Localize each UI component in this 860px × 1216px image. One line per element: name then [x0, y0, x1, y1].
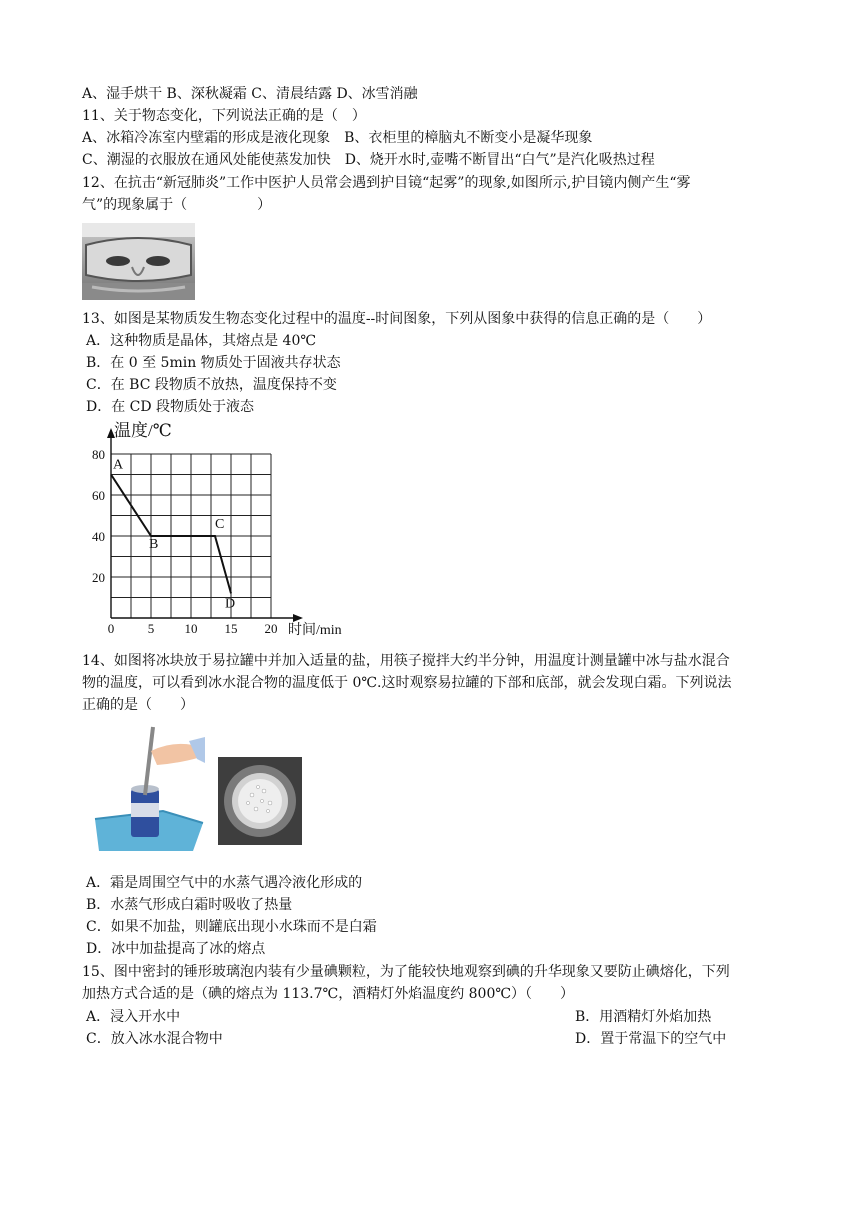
- q13-stem: 13、如图是某物质发生物态变化过程中的温度--时间图象，下列从图象中获得的信息正确的是（ ）: [82, 311, 712, 327]
- q10-options: A、湿手烘干 B、深秋凝霜 C、清晨结露 D、冰雪消融: [82, 86, 418, 102]
- q14-option-b: B．水蒸气形成白霜时吸收了热量: [86, 897, 293, 913]
- x-tick-label: 5: [147, 621, 155, 636]
- chart-axes: [107, 428, 303, 622]
- q13-option-c: C．在 BC 段物质不放热，温度保持不变: [86, 377, 337, 393]
- q15-option-a: A．浸入开水中: [86, 1009, 181, 1025]
- q11-options-ab: A、冰箱冷冻室内壁霜的形成是液化现象 B、衣柜里的樟脑丸不断变小是凝华现象: [82, 130, 593, 146]
- goggles-photo: [82, 223, 195, 300]
- y-axis-label: 温度/℃: [114, 421, 172, 440]
- q14-stem-line1: 14、如图将冰块放于易拉罐中并加入适量的盐，用筷子搅拌大约半分钟，用温度计测量罐中冰与盐水混合: [82, 653, 730, 669]
- chart-ticks: [92, 447, 278, 636]
- point-label-b: B: [149, 537, 159, 552]
- q15-stem-line2: 加热方式合适的是（碘的熔点为 113.7℃，酒精灯外焰温度约 800℃）（ ）: [82, 986, 575, 1002]
- point-label-c: C: [215, 517, 225, 532]
- x-tick-label: 20: [264, 621, 278, 636]
- q14-option-d: D．冰中加盐提高了冰的熔点: [86, 941, 266, 957]
- point-label-a: A: [113, 457, 124, 473]
- q15-option-c: C．放入冰水混合物中: [86, 1031, 223, 1047]
- y-tick-label: 60: [92, 488, 105, 503]
- q15-option-b: B．用酒精灯外焰加热: [575, 1009, 712, 1025]
- q15-stem-line1: 15、图中密封的锤形玻璃泡内装有少量碘颗粒，为了能较快地观察到碘的升华现象又要防止碘熔化，下列: [82, 964, 730, 980]
- can-stirring-photo: [93, 723, 205, 853]
- q11-options-cd: C、潮湿的衣服放在通风处能使蒸发加快 D、烧开水时,壶嘴不断冒出“白气”是汽化吸热过程: [82, 152, 655, 168]
- q14-stem-line2: 物的温度，可以看到冰水混合物的温度低于 0℃.这时观察易拉罐的下部和底部，就会发现白霜。下列说法: [82, 675, 732, 691]
- q14-stem-line3: 正确的是（ ）: [82, 697, 194, 713]
- x-tick-label: 15: [224, 621, 238, 636]
- y-tick-label: 20: [92, 570, 105, 585]
- q13-option-a: A．这种物质是晶体，其熔点是 40℃: [86, 333, 317, 349]
- q13-option-b: B．在 0 至 5min 物质处于固液共存状态: [86, 355, 341, 371]
- y-tick-label: 80: [92, 447, 105, 462]
- q14-option-a: A．霜是周围空气中的水蒸气遇冷液化形成的: [86, 875, 363, 891]
- q15-option-d: D．置于常温下的空气中: [575, 1031, 727, 1047]
- x-tick-label: 10: [184, 621, 198, 636]
- x-axis-label: 时间/min: [288, 623, 342, 638]
- x-axis-arrow: [293, 614, 303, 622]
- q14-option-c: C．如果不加盐，则罐底出现小水珠而不是白霜: [86, 919, 377, 935]
- q12-stem-line1: 12、在抗击“新冠肺炎”工作中医护人员常会遇到护目镜“起雾”的现象,如图所示,护目镜内侧产生“雾: [82, 175, 691, 191]
- frost-can-bottom-photo: [218, 757, 302, 845]
- temperature-time-chart: [82, 420, 362, 640]
- q11-stem: 11、关于物态变化，下列说法正确的是（ ）: [82, 108, 366, 124]
- q13-option-d: D．在 CD 段物质处于液态: [86, 399, 255, 415]
- point-label-d: D: [225, 596, 236, 612]
- y-tick-label: 40: [92, 529, 105, 544]
- x-tick-label: 0: [107, 621, 115, 636]
- q12-stem-line2: 气”的现象属于（ ）: [82, 197, 272, 213]
